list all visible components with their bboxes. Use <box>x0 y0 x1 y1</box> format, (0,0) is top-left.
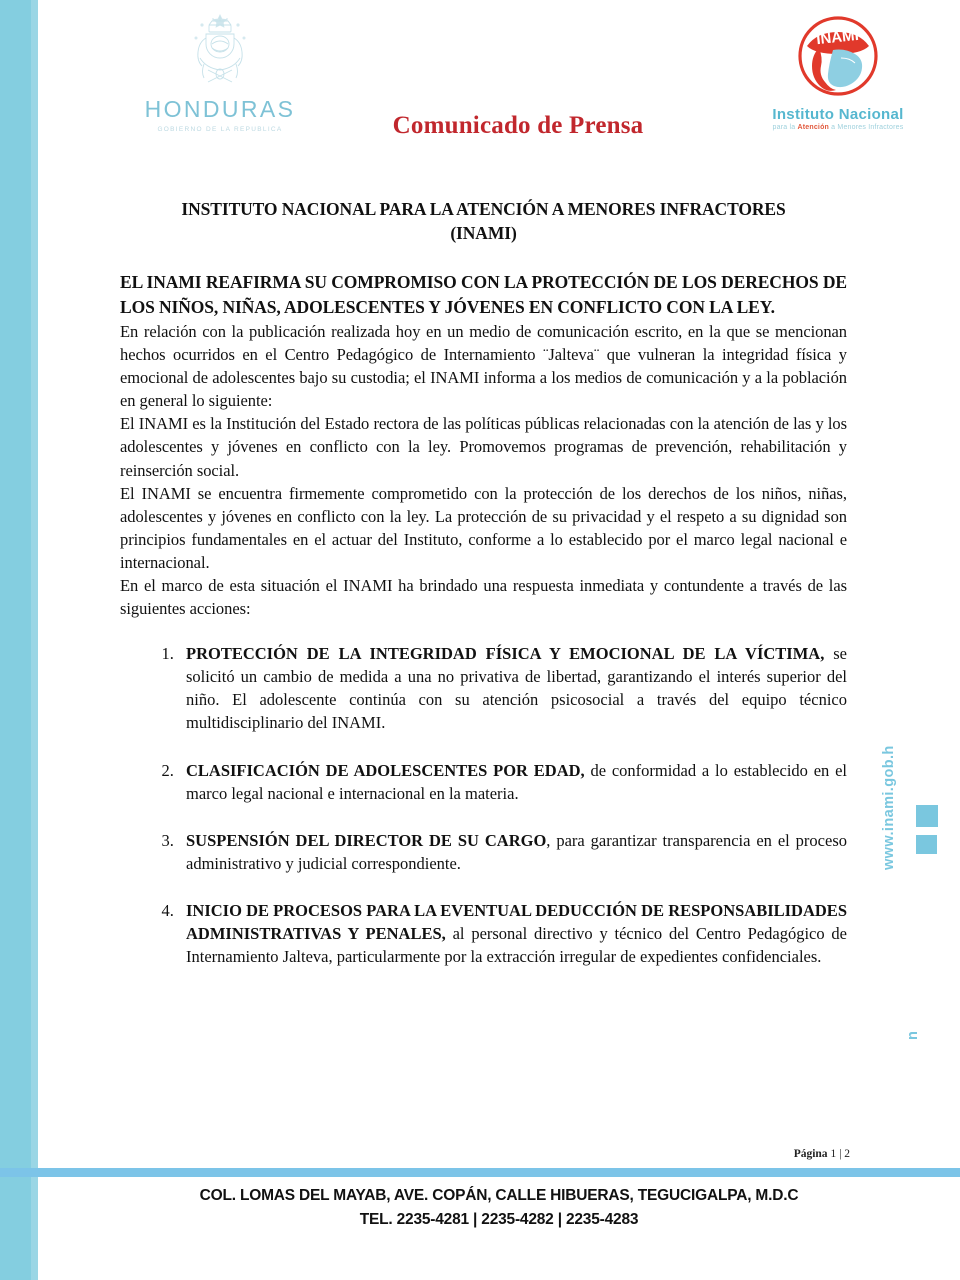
action-3-text: , para garantizar transparencia en el proceso administrativo y judicial correspondiente. <box>186 830 847 873</box>
paragraph-1: En relación con la publicación realizada hoy en un medio de comunicación escrito, en la que se mencionan hechos ocurridos en el Centro Pedagógico de Internamiento ¨Jalteva¨ que vulneran la integridad física y emocional de adolescentes bajo su custodia; el INAMI informa a los medios de comunicación y a la población en general lo siguiente: <box>120 321 847 411</box>
paragraph-2: El INAMI es la Institución del Estado rectora de las políticas públicas relacionadas con la atención de las y los adolescentes y jóvenes en conflicto con la ley. Promovemos programas de prevención, rehabilitación y reinserción social. <box>120 414 847 480</box>
press-release-headline: Comunicado de Prensa <box>392 112 644 139</box>
action-4-title: INICIO DE PROCESOS PARA LA EVENTUAL DEDUCCIÓN DE RESPONSABILIDADES ADMINISTRATIVAS Y PENALES, <box>186 900 847 943</box>
sidebar-decorative-squares <box>916 805 938 854</box>
paragraph-4: En el marco de esta situación el INAMI ha brindado una respuesta inmediata y contundente a través de las siguientes acciones: <box>120 575 847 619</box>
honduras-coat-of-arms-icon <box>182 8 258 94</box>
lead-title: EL INAMI REAFIRMA SU COMPROMISO CON LA PROTECCIÓN DE LOS DERECHOS DE LOS NIÑOS, NIÑAS, ADOLESCENTES Y JÓVENES EN CONFLICTO CON LA LEY. <box>120 272 847 318</box>
footer-contact <box>38 1184 960 1232</box>
page-number <box>600 1148 850 1160</box>
action-4-text: al personal directivo y técnico del Centro Pedagógico de Internamiento Jalteva, particularmente por la extracción irregular de expedientes confidenciales. <box>186 924 847 967</box>
list-item <box>178 642 847 734</box>
action-1-title: PROTECCIÓN DE LA INTEGRIDAD FÍSICA Y EMOCIONAL DE LA VÍCTIMA, <box>186 644 825 664</box>
honduras-logo-subtitle: GOBIERNO DE LA REPUBLICA <box>157 126 283 133</box>
decorative-square-2 <box>916 835 937 854</box>
inami-subtitle-prefix: para la <box>772 124 798 131</box>
action-2-text: de conformidad a lo establecido en el marco legal nacional e internacional en la materia. <box>186 760 847 803</box>
inami-subtitle-suffix: a Menores Infractores <box>829 124 904 131</box>
page-number-value: 1 | 2 <box>830 1148 850 1160</box>
inami-logo-name: Instituto Nacional <box>772 106 904 123</box>
institution-title-line1: INSTITUTO NACIONAL PARA LA ATENCIÓN A MENORES INFRACTORES <box>181 199 786 219</box>
page-number-label: Página <box>793 1148 828 1160</box>
footer-address: COL. LOMAS DEL MAYAB, AVE. COPÁN, CALLE HIBUERAS, TEGUCIGALPA, M.D.C <box>199 1187 799 1204</box>
honduras-logo-name: HONDURAS <box>144 96 296 122</box>
action-1-text: se solicitó un cambio de medida a una no privativa de libertad, garantizando el interés superior del niño. El adolescente continúa con su atención psicosocial a través del equipo técnico multidisciplinario del INAMI. <box>186 644 847 733</box>
inami-subtitle-highlight: Atención <box>797 124 830 131</box>
list-item <box>178 899 847 968</box>
decorative-square-1 <box>916 805 938 827</box>
website-url-wrap[interactable]: n <box>905 1031 921 1040</box>
left-accent-bar-inner <box>31 0 38 1280</box>
honduras-logo <box>120 8 320 133</box>
institution-title <box>120 198 847 245</box>
document-body <box>120 198 847 968</box>
left-accent-bar <box>0 0 31 1280</box>
footer-phones: TEL. 2235-4281 | 2235-4282 | 2235-4283 <box>359 1211 639 1229</box>
document-header <box>38 0 960 160</box>
footer-rule <box>0 1168 960 1177</box>
actions-list <box>120 642 847 968</box>
action-3-title: SUSPENSIÓN DEL DIRECTOR DE SU CARGO <box>186 830 547 850</box>
inami-logo-subtitle <box>728 124 948 131</box>
list-item <box>178 759 847 805</box>
svg-text:INAMI: INAMI <box>815 26 860 49</box>
inami-circular-map-icon <box>789 10 887 108</box>
list-item <box>178 829 847 875</box>
action-2-title: CLASIFICACIÓN DE ADOLESCENTES POR EDAD, <box>186 760 585 780</box>
paragraph-3: El INAMI se encuentra firmemente comprometido con la protección de los derechos de los niños, niñas, adolescentes y jóvenes en conflicto con la ley. La protección de su privacidad y el respeto a su dignidad son principios fundamentales en el actuar del Instituto, conforme a lo establecido por el marco legal nacional e internacional. <box>120 483 847 572</box>
institution-title-line2: (INAMI) <box>450 222 517 243</box>
inami-logo <box>728 10 948 131</box>
website-url-vertical[interactable]: www.inami.gob.h <box>881 745 897 870</box>
